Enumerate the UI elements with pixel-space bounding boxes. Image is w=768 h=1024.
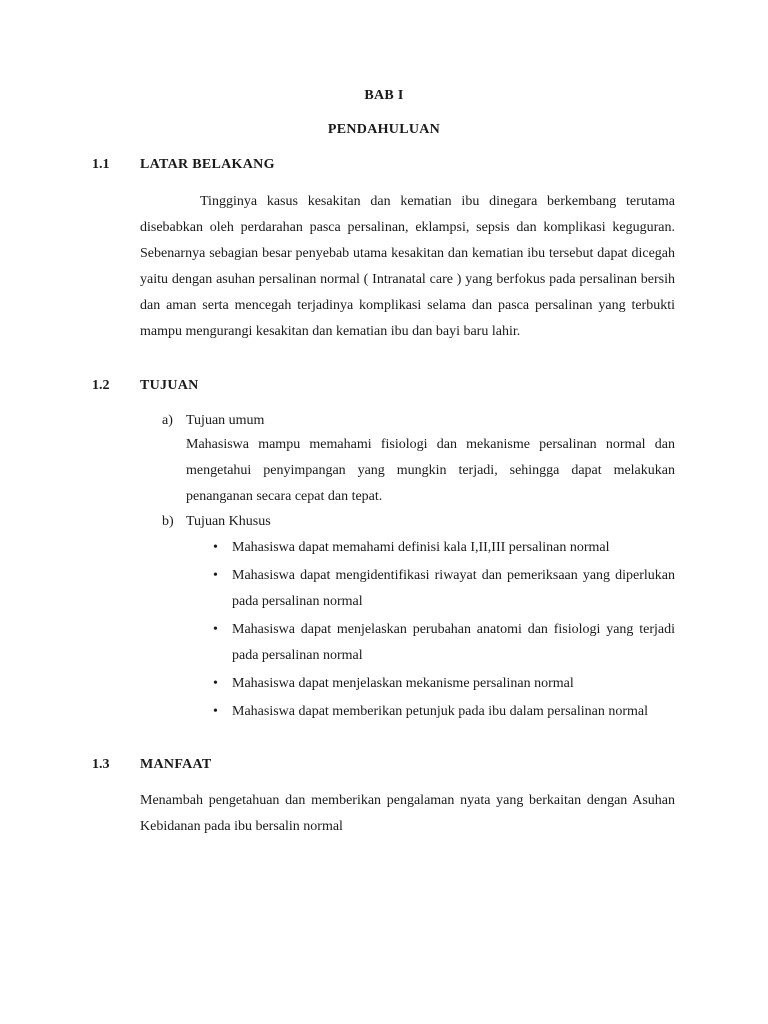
list-item-paragraph: Mahasiswa mampu memahami fisiologi dan mekanisme persalinan normal dan mengetahui penyimpangan yang mungkin terjadi, sehingga dapat melakukan penanganan secara cepat dan tepat. [186,437,675,504]
bullet-icon: • [213,676,218,691]
bullet-item [213,699,675,725]
bullet-text: Mahasiswa dapat memberikan petunjuk pada ibu dalam persalinan normal [232,704,648,719]
bullet-item [213,535,675,561]
section-number: 1.3 [92,757,110,772]
list-item-title: Tujuan Khusus [186,514,271,529]
section-title: MANFAAT [140,757,212,772]
section-paragraph: Menambah pengetahuan dan memberikan pengalaman nyata yang berkaitan dengan Asuhan Kebidanan pada ibu bersalin normal [140,793,675,834]
bullet-list [213,535,675,725]
list-marker: a) [162,413,173,428]
section-number: 1.2 [92,378,110,393]
list-marker: b) [162,514,174,529]
bullet-item [213,671,675,697]
bullet-icon: • [213,540,218,555]
section-title: TUJUAN [140,378,199,393]
bullet-text: Mahasiswa dapat menjelaskan mekanisme persalinan normal [232,676,574,691]
chapter-label: BAB I [364,88,404,103]
chapter-title: PENDAHULUAN [327,122,441,137]
bullet-item [213,563,675,615]
list-item-title: Tujuan umum [186,413,265,428]
bullet-text: Mahasiswa dapat mengidentifikasi riwayat dan pemeriksaan yang diperlukan pada persalinan normal [232,568,675,609]
bullet-icon: • [213,622,218,637]
bullet-text: Mahasiswa dapat memahami definisi kala I,II,III persalinan normal [232,540,610,555]
list-item-label [162,514,271,530]
bullet-text: Mahasiswa dapat menjelaskan perubahan anatomi dan fisiologi yang terjadi pada persalinan normal [232,622,675,663]
list-item-label [162,413,264,429]
bullet-icon: • [213,568,218,583]
section-number: 1.1 [92,157,110,172]
bullet-item [213,617,675,669]
section-paragraph: Tingginya kasus kesakitan dan kematian ibu dinegara berkembang terutama disebabkan oleh perdarahan pasca persalinan, eklampsi, sepsis dan komplikasi keguguran. Sebenarnya sebagian besar penyebab utama kesakitan dan kematian ibu tersebut dapat dicegah yaitu dengan asuhan persalinan normal ( Intranatal care ) yang berfokus pada persalinan bersih dan aman serta mencegah terjadinya komplikasi selama dan pasca persalinan yang terbukti mampu mengurangi kesakitan dan kematian ibu dan bayi baru lahir. [140,194,675,339]
section-title: LATAR BELAKANG [140,157,275,172]
bullet-icon: • [213,704,218,719]
